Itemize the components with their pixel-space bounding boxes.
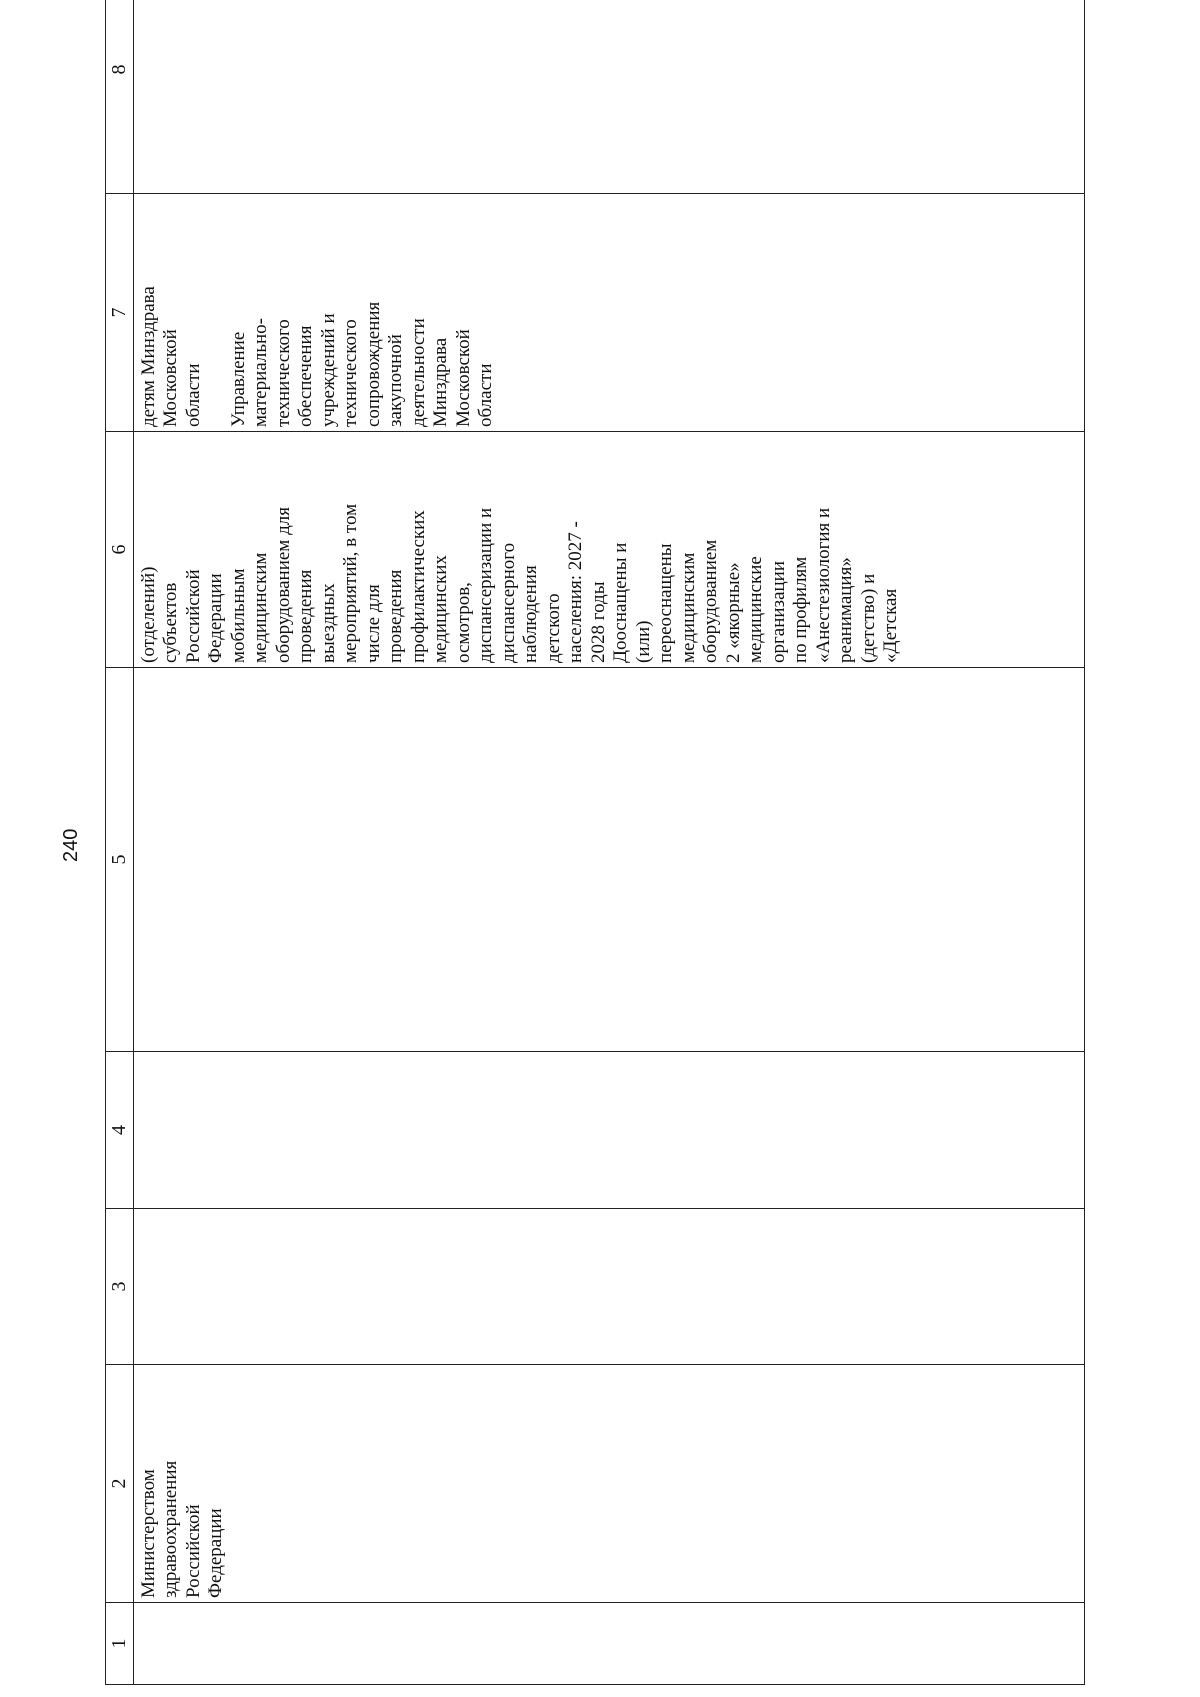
- measure-description-text: (отделений) субъектов Российской Федерации мобильным медицинским оборудованием для проведения выездных мероприятий, в том числе для проведения профилактических медицинских осмотров, диспансеризации и диспансерного наблюдения детского населения: 2027 - 2028 годы Дооснащены и (или) переоснащены медицинским оборудованием 2 «якорные» медицинские организации по профилям «Анестезиология и реанимация» (детство) и «Детская: [137, 503, 901, 663]
- page-number: 240: [60, 828, 82, 862]
- column-header-7: 7: [106, 194, 134, 432]
- data-table: [105, 0, 1085, 1685]
- ministry-text: Министерством здравоохранения Российской Федерации: [137, 1460, 226, 1598]
- responsible-text: детям Минздрава Московской области Управление материально- технического обеспечения учреждений и технического сопровождения закупочной деятельности Минздрава Московской области: [137, 286, 496, 427]
- cell-col1: [133, 1603, 1085, 1685]
- cell-col6: [133, 432, 1085, 668]
- cell-col8: [133, 0, 1085, 194]
- column-header-3: 3: [106, 1209, 134, 1365]
- table-header-row: [106, 0, 134, 1685]
- cell-col2: [133, 1365, 1085, 1603]
- table-row: [133, 0, 1085, 1685]
- column-header-2: 2: [106, 1365, 134, 1603]
- rotated-table-container: [105, 65, 1085, 1685]
- cell-col5: [133, 668, 1085, 1052]
- column-header-6: 6: [106, 432, 134, 668]
- column-header-4: 4: [106, 1052, 134, 1209]
- column-header-1: 1: [106, 1603, 134, 1685]
- cell-col7: [133, 194, 1085, 432]
- cell-col4: [133, 1052, 1085, 1209]
- cell-col3: [133, 1209, 1085, 1365]
- column-header-8: 8: [106, 0, 134, 194]
- column-header-5: 5: [106, 668, 134, 1052]
